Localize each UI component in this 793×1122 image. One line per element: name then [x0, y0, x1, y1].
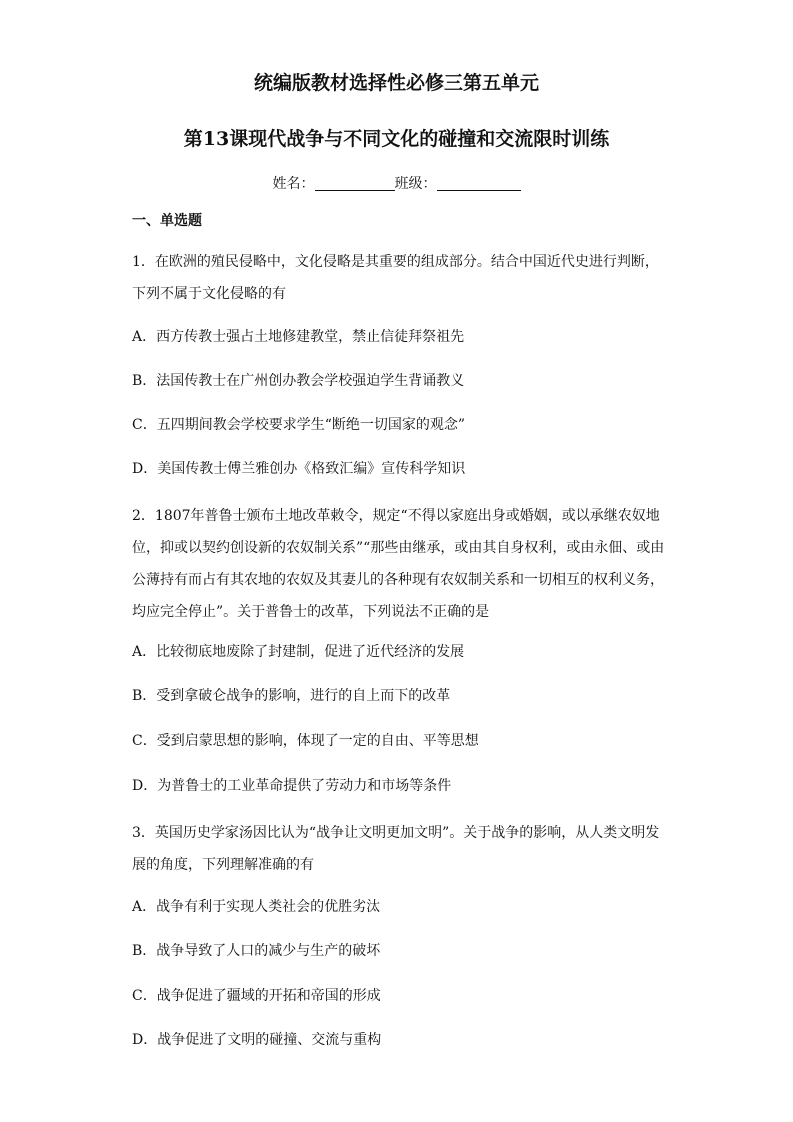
question-3-option-a: A．战争有利于实现人类社会的优胜劣汰: [132, 899, 381, 915]
question-3-option-b: B．战争导致了人口的减少与生产的破坏: [132, 943, 381, 959]
question-1-option-c: C．五四期间教会学校要求学生“断绝一切国家的观念”: [132, 417, 466, 433]
name-blank[interactable]: [315, 176, 395, 191]
question-3-option-c: C．战争促进了疆域的开拓和帝国的形成: [132, 988, 381, 1004]
question-2-option-c: C．受到启蒙思想的影响，体现了一定的自由、平等思想: [132, 733, 479, 749]
name-class-bar: [0, 173, 793, 193]
document-title-line1: 统编版教材选择性必修三第五单元: [253, 72, 539, 94]
question-1-option-d: D．美国传教士傅兰雅创办《格致汇编》宣传科学知识: [132, 461, 466, 477]
question-2-option-b: B．受到拿破仑战争的影响，进行的自上而下的改革: [132, 688, 451, 704]
document-title-line2: 第13课现代战争与不同文化的碰撞和交流限时训练: [183, 128, 610, 150]
question-2-stem: 2．1807年普鲁士颁布土地改革敕令，规定“不得以家庭出身或婚姻，或以承继农奴地位，抑或以契约创设新的农奴制关系”“那些由继承，或由其自身权利，或由永佃、或由公薄持有而占有其农地的农奴及其妻儿的各种现有农奴制关系和一切相互的权利义务，均应完全停止”。关于普鲁士的改革，下列说法不正确的是: [132, 508, 665, 620]
class-blank[interactable]: [437, 176, 521, 191]
question-1-stem: 1．在欧洲的殖民侵略中，文化侵略是其重要的组成部分。结合中国近代史进行判断，下列不属于文化侵略的有: [132, 254, 659, 302]
section-heading: 一、单选题: [132, 213, 202, 229]
question-1-option-b: B．法国传教士在广州创办教会学校强迫学生背诵教义: [132, 373, 465, 389]
name-label: 姓名：: [272, 176, 315, 192]
question-2-option-d: D．为普鲁士的工业革命提供了劳动力和市场等条件: [132, 778, 452, 794]
class-label: 班级：: [394, 176, 437, 192]
question-1-option-a: A．西方传教士强占土地修建教堂，禁止信徒拜祭祖先: [132, 329, 465, 345]
question-2-option-a: A．比较彻底地废除了封建制，促进了近代经济的发展: [132, 644, 465, 660]
question-3-stem: 3．英国历史学家汤因比认为“战争让文明更加文明”。关于战争的影响，从人类文明发展的角度，下列理解准确的有: [132, 825, 660, 873]
question-3-option-d: D．战争促进了文明的碰撞、交流与重构: [132, 1032, 382, 1048]
